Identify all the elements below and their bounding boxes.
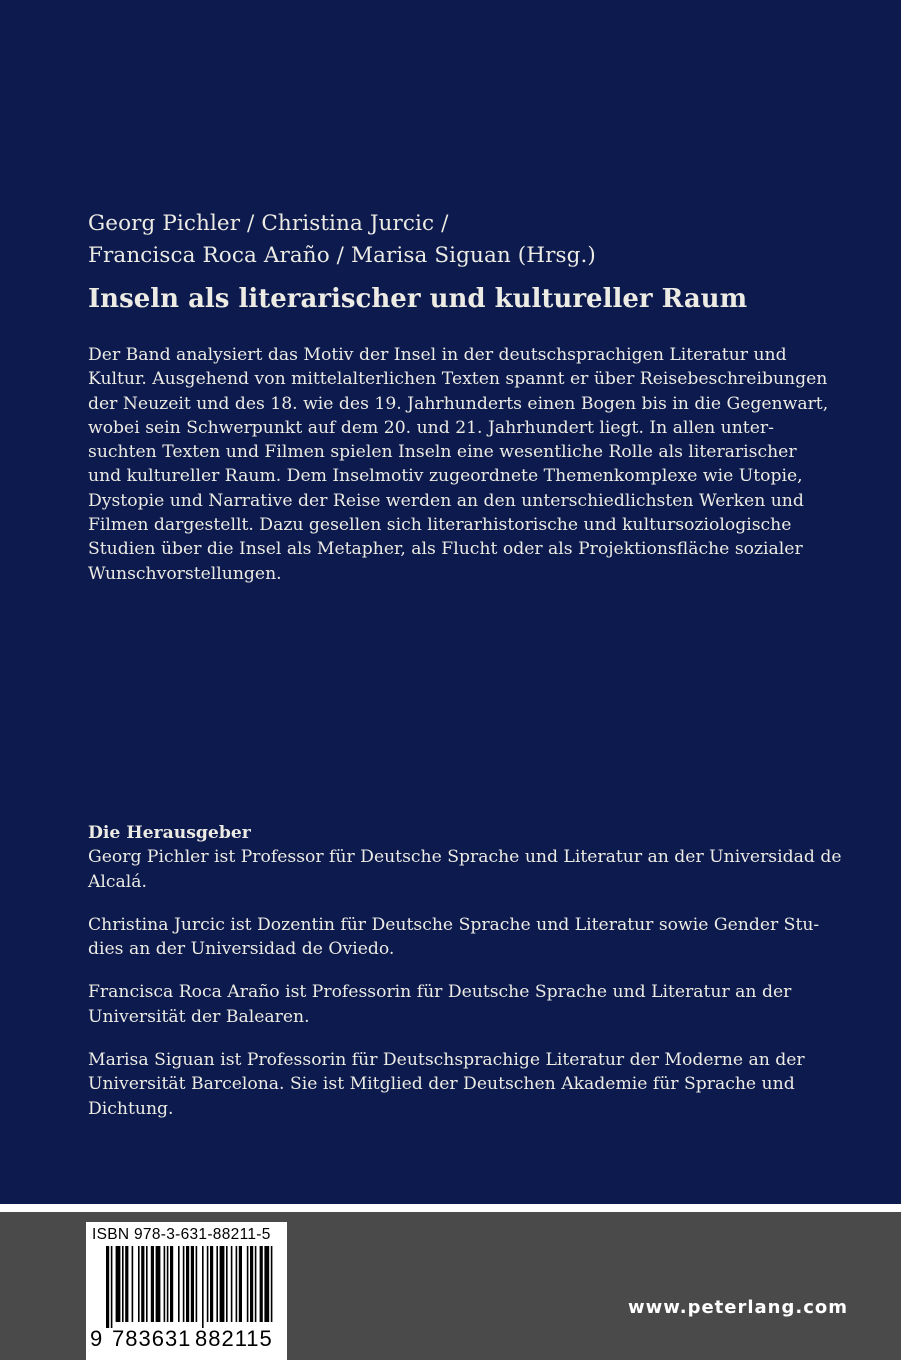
footer-divider	[0, 1204, 901, 1212]
blurb-line: Filmen dargestellt. Dazu gesellen sich literarhistorische und kultursoziologische	[88, 515, 792, 536]
isbn-barcode-box	[86, 1222, 287, 1360]
blurb-line: wobei sein Schwerpunkt auf dem 20. und 21. Jahrhundert liegt. In allen unter-	[88, 417, 774, 438]
barcode-digits-right: 882115	[195, 1326, 273, 1351]
about-heading: Die Herausgeber	[88, 823, 251, 843]
editors-line-1: Georg Pichler / Christina Jurcic /	[88, 211, 449, 236]
publisher-website[interactable]: www.peterlang.com	[628, 1297, 849, 1318]
barcode-digit-lead: 9	[90, 1326, 104, 1351]
bio-line: dies an der Universidad de Oviedo.	[88, 939, 395, 960]
blurb-line: Dystopie und Narrative der Reise werden an den unterschiedlichsten Werken und	[88, 490, 804, 511]
blurb-line: der Neuzeit und des 18. wie des 19. Jahrhunderts einen Bogen bis in die Gegenwart,	[88, 393, 829, 414]
editors-line-2: Francisca Roca Araño / Marisa Siguan (Hrsg.)	[88, 243, 596, 268]
blurb-line: und kultureller Raum. Dem Inselmotiv zugeordnete Themenkomplexe wie Utopie,	[88, 466, 803, 487]
blurb-line: suchten Texten und Filmen spielen Inseln eine wesentliche Rolle als literarischer	[88, 442, 797, 463]
blurb-line: Der Band analysiert das Motiv der Insel in der deutschsprachigen Literatur und	[88, 345, 787, 365]
bio-line: Marisa Siguan ist Professorin für Deutschsprachige Literatur der Moderne an der	[88, 1050, 805, 1071]
editor-bio-roca	[88, 980, 848, 1029]
bio-line: Universität Barcelona. Sie ist Mitglied der Deutschen Akademie für Sprache und	[88, 1074, 795, 1095]
book-title: Inseln als literarischer und kultureller Raum	[88, 284, 748, 314]
editors	[88, 208, 848, 272]
isbn-label: ISBN 978-3-631-88211-5	[92, 1226, 271, 1243]
bio-line: Christina Jurcic ist Dozentin für Deutsche Sprache und Literatur sowie Gender Stu-	[88, 914, 820, 935]
editor-bio-jurcic	[88, 913, 848, 962]
bio-line: Universität der Balearen.	[88, 1006, 310, 1027]
barcode-icon	[86, 1246, 287, 1328]
blurb	[88, 343, 828, 586]
blurb-line: Kultur. Ausgehend von mittelalterlichen Texten spannt er über Reisebeschreibungen	[88, 369, 828, 390]
bio-line: Francisca Roca Araño ist Professorin für Deutsche Sprache und Literatur an der	[88, 982, 792, 1003]
blurb-line: Wunschvorstellungen.	[88, 563, 282, 584]
editor-bio-siguan	[88, 1048, 848, 1121]
blurb-line: Studien über die Insel als Metapher, als Flucht oder als Projektionsfläche sozialer	[88, 539, 803, 560]
bio-line: Georg Pichler ist Professor für Deutsche Sprache und Literatur an der Universidad de	[88, 847, 842, 868]
about-editors	[88, 821, 848, 1140]
barcode-digits-left: 783631	[112, 1326, 192, 1351]
editor-bio-pichler	[88, 845, 848, 894]
bio-line: Alcalá.	[88, 871, 147, 892]
bio-line: Dichtung.	[88, 1098, 174, 1119]
